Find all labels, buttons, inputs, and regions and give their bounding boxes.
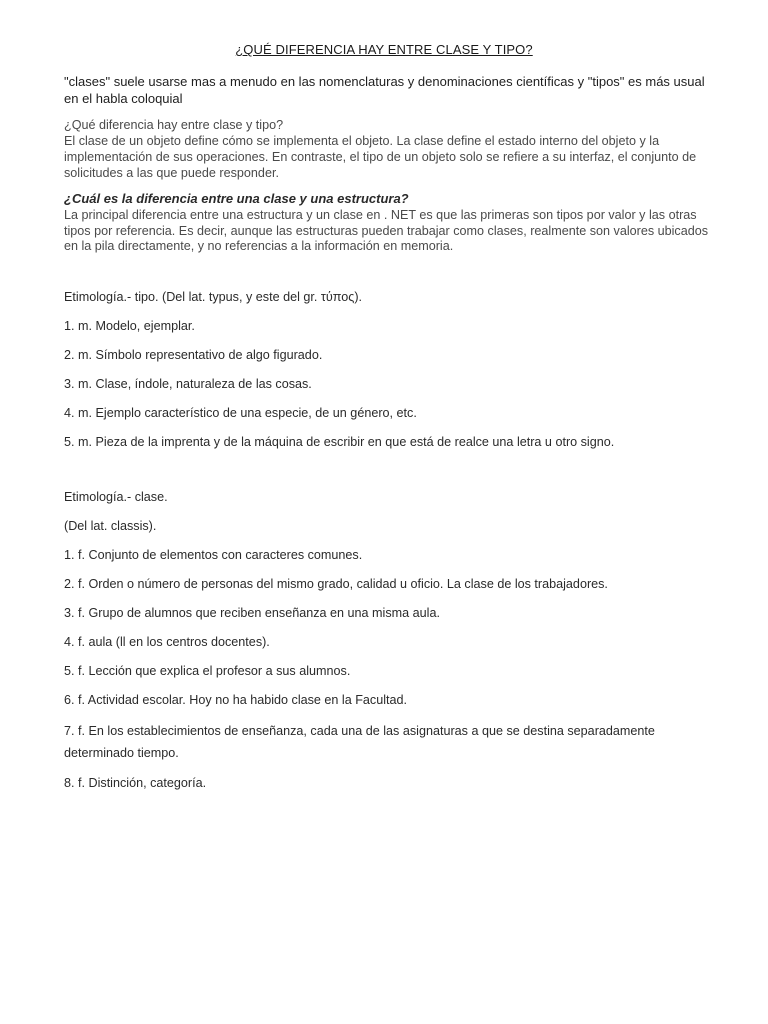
document-title: ¿QUÉ DIFERENCIA HAY ENTRE CLASE Y TIPO? [235,42,533,57]
intro-paragraph: "clases" suele usarse mas a menudo en las nomenclaturas y denominaciones científicas y "tipos" es más usual en el habla coloquial [64,74,705,106]
tipo-etymology: Etimología.- tipo. (Del lat. typus, y este del gr. τύπος). [64,290,363,304]
tipo-definition-1: 1. m. Modelo, ejemplar. [64,319,195,333]
question1-heading: ¿Qué diferencia hay entre clase y tipo? [64,118,284,132]
question1-block [64,117,714,181]
clase-definition-1: 1. f. Conjunto de elementos con caracteres comunes. [64,548,363,562]
question1-body: El clase de un objeto define cómo se implementa el objeto. La clase define el estado interno del objeto y la implementación de sus operaciones. En contraste, el tipo de un objeto solo se refiere a su interfaz, el conjunto de solicitudes a las que puede responder. [64,134,697,180]
clase-definition-5: 5. f. Lección que explica el profesor a sus alumnos. [64,664,351,678]
clase-definition-7: 7. f. En los establecimientos de enseñanza, cada una de las asignaturas a que se destina separadamente determinado tiempo. [64,724,655,760]
tipo-definition-3: 3. m. Clase, índole, naturaleza de las cosas. [64,377,312,391]
question2-body: La principal diferencia entre una estructura y un clase en . NET es que las primeras son tipos por valor y las otras tipos por referencia. Es decir, aunque las estructuras pueden trabajar como clases, realmente son valores ubicados en la pila directamente, y no referencias a la información en memoria. [64,208,709,253]
tipo-definition-2: 2. m. Símbolo representativo de algo figurado. [64,348,323,362]
clase-origin: (Del lat. classis). [64,519,157,533]
tipo-definition-5: 5. m. Pieza de la imprenta y de la máquina de escribir en que está de realce una letra u otro signo. [64,435,615,449]
clase-definition-3: 3. f. Grupo de alumnos que reciben enseñanza en una misma aula. [64,606,440,620]
clase-definition-4: 4. f. aula (ll en los centros docentes). [64,635,270,649]
clase-definition-2: 2. f. Orden o número de personas del mismo grado, calidad u oficio. La clase de los trabajadores. [64,577,608,591]
clase-definition-8: 8. f. Distinción, categoría. [64,776,207,790]
question2-heading: ¿Cuál es la diferencia entre una clase y una estructura? [64,191,409,206]
clase-etymology: Etimología.- clase. [64,490,168,504]
clase-definition-6: 6. f. Actividad escolar. Hoy no ha habido clase en la Facultad. [64,693,408,707]
tipo-definition-4: 4. m. Ejemplo característico de una especie, de un género, etc. [64,406,417,420]
